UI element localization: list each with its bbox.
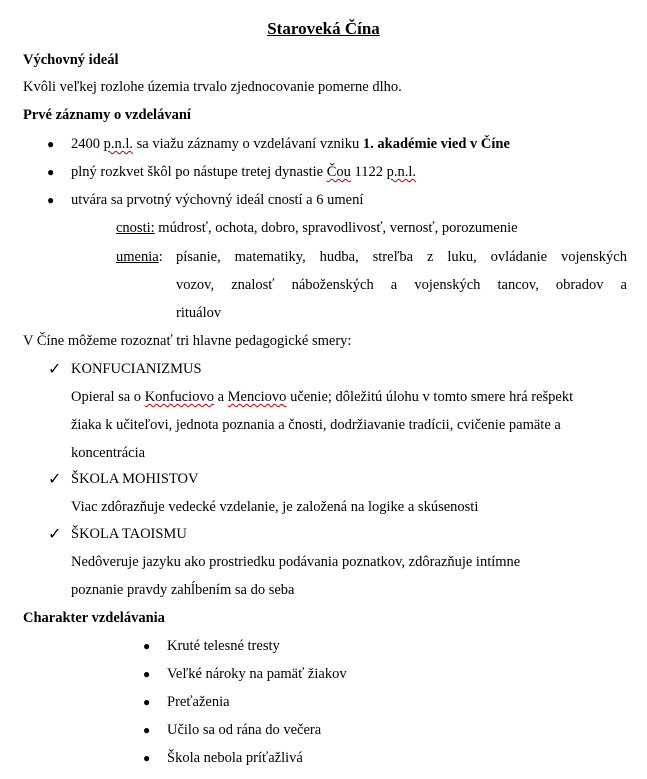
bullet-icon: ● xyxy=(47,193,55,207)
list-item: plný rozkvet škôl po nástupe tretej dynastie Čou 1122 p.n.l. xyxy=(71,164,417,180)
heading-vychovny-ideal: Výchovný ideál xyxy=(23,52,119,68)
umenia-line-1: písanie, matematiky, hudba, streľba z luku, ovládanie vojenských xyxy=(176,249,627,265)
list-item: Veľké nároky na pamäť žiakov xyxy=(167,666,347,682)
list-item: Kruté telesné tresty xyxy=(167,638,280,654)
taoizmus-text-1: Nedôveruje jazyku ako prostriedku podávania poznatkov, zdôrazňuje intímne xyxy=(71,554,521,570)
list-item: Preťaženia xyxy=(167,694,230,710)
list-item: 2400 p.n.l. sa viažu záznamy o vzdelávaní vzniku 1. akadémie vied v Číne xyxy=(71,136,510,152)
umenia-label: umenia: xyxy=(116,249,163,265)
konfucianizmus-text-1: Opieral sa o Konfuciovo a Menciovo učenie; dôležitú úlohu v tomto smere hrá rešpekt xyxy=(71,389,574,405)
heading-charakter: Charakter vzdelávania xyxy=(23,610,165,626)
heading-prve-zaznamy: Prvé záznamy o vzdelávaní xyxy=(23,107,191,123)
list-item: utvára sa prvotný výchovný ideál cností a 6 umení xyxy=(71,192,364,208)
list-item: Učilo sa od rána do večera xyxy=(167,722,322,738)
page-title: Staroveká Čína xyxy=(267,19,380,38)
mohisti-text: Viac zdôrazňuje vedecké vzdelanie, je založená na logike a skúsenosti xyxy=(71,499,479,515)
bullet-icon: ● xyxy=(143,751,151,765)
konfucianizmus-text-3: koncentrácia xyxy=(71,445,146,461)
bullet-icon: ● xyxy=(143,639,151,653)
konfucianizmus-title: KONFUCIANIZMUS xyxy=(71,361,202,377)
check-icon: ✓ xyxy=(48,359,62,378)
paragraph-vychovny-ideal: Kvôli veľkej rozlohe územia trvalo zjednocovanie pomerne dlho. xyxy=(23,79,402,95)
taoizmus-text-2: poznanie pravdy zahĺbením sa do seba xyxy=(71,582,295,598)
bullet-icon: ● xyxy=(143,723,151,737)
umenia-line-3: rituálov xyxy=(176,305,222,321)
bullet-icon: ● xyxy=(143,695,151,709)
umenia-line-2: vozov, znalosť náboženských a vojenských tancov, obradov a xyxy=(176,277,627,293)
cnosti-line: cnosti: múdrosť, ochota, dobro, spravodlivosť, vernosť, porozumenie xyxy=(116,220,518,236)
smery-intro: V Číne môžeme rozoznať tri hlavne pedagogické smery: xyxy=(23,333,352,349)
check-icon: ✓ xyxy=(48,524,62,543)
check-icon: ✓ xyxy=(48,469,62,488)
mohisti-title: ŠKOLA MOHISTOV xyxy=(71,471,199,487)
bullet-icon: ● xyxy=(47,165,55,179)
taoizmus-title: ŠKOLA TAOISMU xyxy=(71,526,187,542)
bullet-icon: ● xyxy=(143,667,151,681)
konfucianizmus-text-2: žiaka k učiteľovi, jednota poznania a čnosti, dodržiavanie tradícii, cvičenie pamäte a xyxy=(71,417,561,433)
list-item: Škola nebola príťažlivá xyxy=(167,750,303,766)
bullet-icon: ● xyxy=(47,137,55,151)
